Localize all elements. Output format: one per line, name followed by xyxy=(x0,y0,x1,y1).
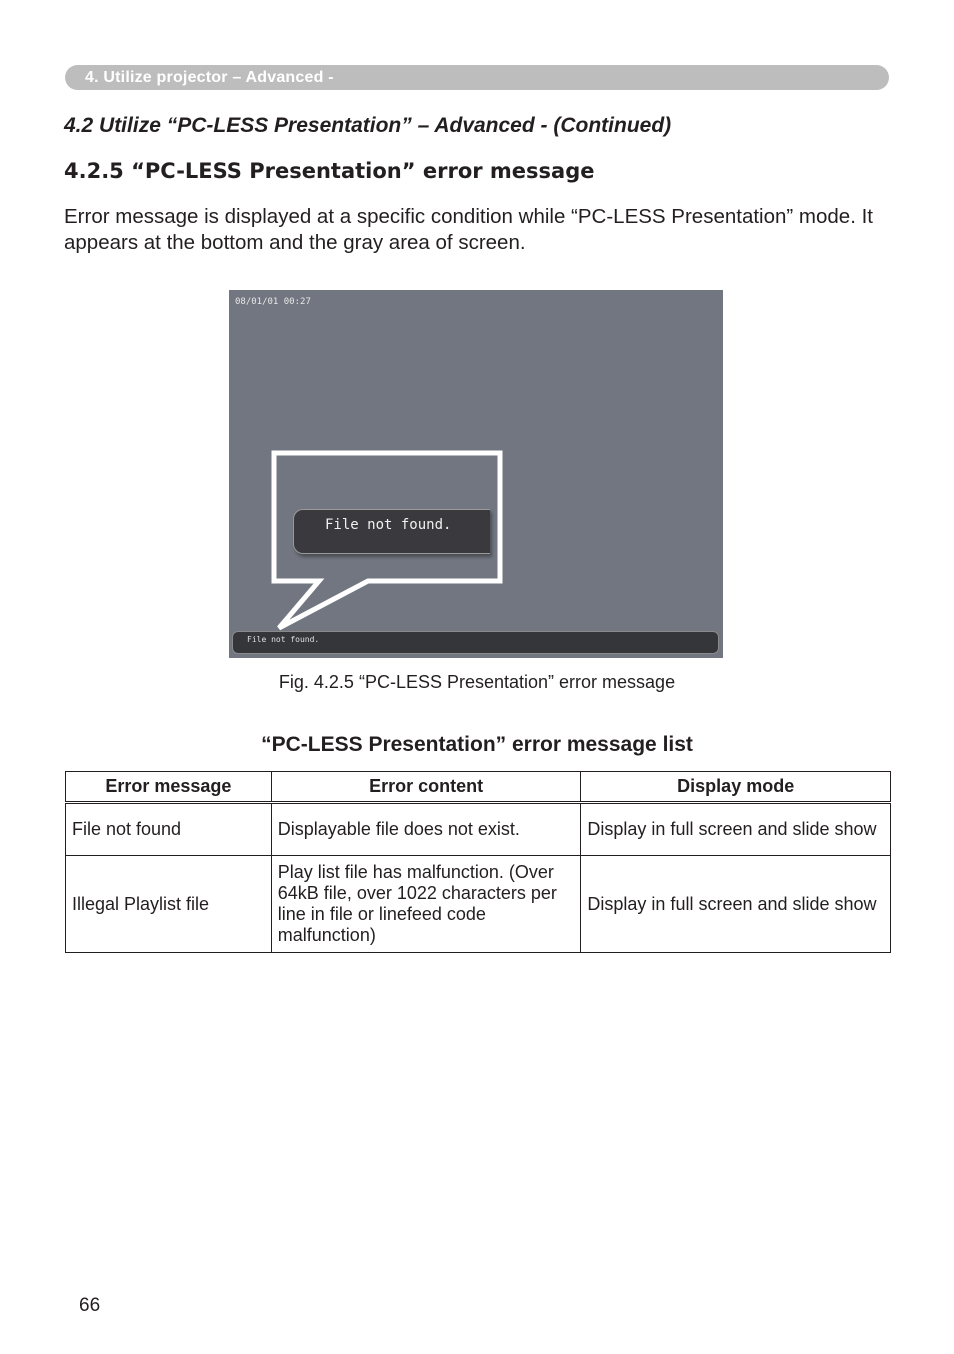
error-popup-text: File not found. xyxy=(325,517,452,533)
column-header: Error message xyxy=(66,772,272,803)
table-title: “PC-LESS Presentation” error message list xyxy=(261,733,693,756)
table-cell: Displayable file does not exist. xyxy=(271,803,581,856)
table-row xyxy=(66,803,891,856)
section-title: 4.2 Utilize “PC-LESS Presentation” – Advanced - (Continued) xyxy=(64,114,672,137)
error-message-table xyxy=(65,771,891,953)
table-cell: Display in full screen and slide show xyxy=(581,856,891,953)
chapter-header-label: 4. Utilize projector – Advanced - xyxy=(85,69,334,86)
table-cell: Display in full screen and slide show xyxy=(581,803,891,856)
subsection-title: 4.2.5 “PC-LESS Presentation” error message xyxy=(64,159,595,183)
intro-paragraph: Error message is displayed at a specific condition while “PC-LESS Presentation” mode. It appears at the bottom and the gray area of screen. xyxy=(64,205,873,254)
table-cell: Illegal Playlist file xyxy=(66,856,272,953)
column-header: Display mode xyxy=(581,772,891,803)
projector-screen-figure xyxy=(229,290,723,658)
status-bar-text: File not found. xyxy=(247,635,320,644)
table-cell: Play list file has malfunction. (Over 64kB file, over 1022 characters per line in file or linefeed code malfunction) xyxy=(271,856,581,953)
table-cell: File not found xyxy=(66,803,272,856)
column-header: Error content xyxy=(271,772,581,803)
figure-caption: Fig. 4.2.5 “PC-LESS Presentation” error message xyxy=(278,672,676,692)
chapter-header-bar xyxy=(65,65,889,90)
screen-date-label: 08/01/01 00:27 xyxy=(235,297,311,307)
page-number: 66 xyxy=(79,1295,101,1316)
callout-outline xyxy=(229,290,723,658)
table-header-row xyxy=(66,772,891,803)
status-bar xyxy=(232,631,719,654)
table-row xyxy=(66,856,891,953)
